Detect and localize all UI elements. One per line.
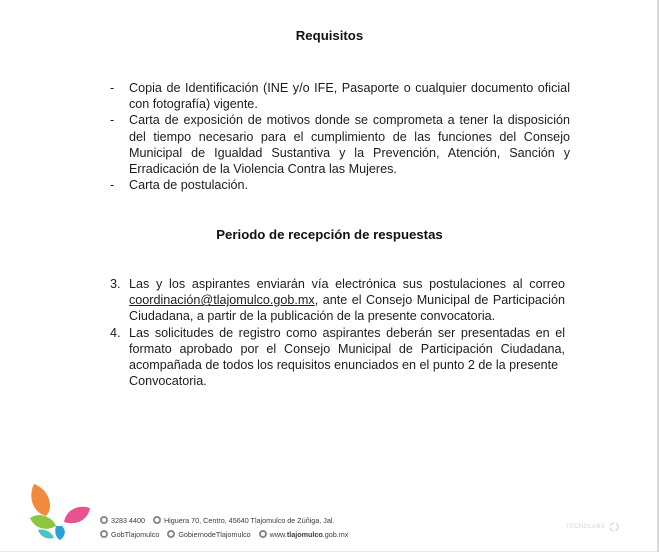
footer-contact — [100, 513, 356, 541]
facebook-icon — [167, 530, 175, 538]
email-link[interactable]: coordinación@tlajomulco.gob.mx — [129, 293, 315, 308]
logo-petal-pink — [64, 507, 90, 523]
requisitos-list — [110, 80, 570, 193]
location-icon — [153, 516, 161, 524]
list-item: - Carta de exposición de motivos donde se comprometa a tener la disposición del tiempo necesario para el cumplimiento de las funciones del Consejo Municipal de Igualdad Sustantiva y la Prevención, Atención, Sanción y Erradicación de la Violencia Contra las Mujeres. — [110, 113, 570, 177]
footer-address: Higuera 70, Centro, 45640 Tlajomulco de Zúñiga, Jal. — [163, 515, 335, 525]
footer-twitter[interactable]: GobTlajomulco — [111, 529, 160, 539]
footer-website[interactable]: www.tlajomulco.gob.mx — [269, 529, 349, 539]
list-item-text: Carta de exposición de motivos donde se comprometa a tener la disposición del tiempo necesario para el cumplimiento de las funciones del Consejo Municipal de Igualdad Sustantiva y la Prevención, Atención, Sanción y Erradicación de la Violencia Contra las Mujeres. — [129, 113, 570, 177]
globe-icon — [259, 530, 267, 538]
logo-petal-blue — [55, 526, 65, 540]
logo-petal-teal — [38, 529, 54, 538]
twitter-icon — [100, 530, 108, 538]
list-item-text: Carta de postulación. — [129, 178, 249, 193]
periodo-heading: Periodo de recepción de respuestas — [216, 227, 443, 242]
list-item: - Copia de Identificación (INE y/o IFE, Pasaporte o cualquier documento oficial con fotografía) vigente. — [110, 81, 570, 112]
periodo-list — [110, 276, 565, 389]
watermark-stamp: TECNOLABS — [566, 524, 606, 530]
footer-facebook[interactable]: GobiernodeTlajomulco — [178, 529, 251, 539]
logo-petal-orange — [31, 484, 50, 516]
list-item: - Carta de postulación. — [110, 178, 249, 193]
footer-phone: 3283 4400 — [111, 515, 145, 525]
requisitos-heading: Requisitos — [295, 28, 364, 43]
phone-icon — [100, 516, 108, 524]
recycle-icon — [609, 522, 619, 532]
list-item: 3. Las y los aspirantes enviarán vía electrónica sus postulaciones al correo coordinación@tlajomulco.gob.mx, ante el Consejo Municipal de Participación Ciudadana, a partir de la publicación de la presente convocatoria. — [110, 277, 565, 324]
logo-petal-green — [30, 515, 56, 529]
tlajomulco-logo-icon — [26, 482, 98, 542]
list-item: 4. Las solicitudes de registro como aspirantes deberán ser presentadas en el formato aprobado por el Consejo Municipal de Participación Ciudadana, acompañada de todos los requisitos enunciados en el punto 2 de la presente Convocatoria. — [110, 325, 565, 389]
list-item-text: Copia de Identificación (INE y/o IFE, Pasaporte o cualquier documento oficial con fotografía) vigente. — [129, 81, 570, 112]
